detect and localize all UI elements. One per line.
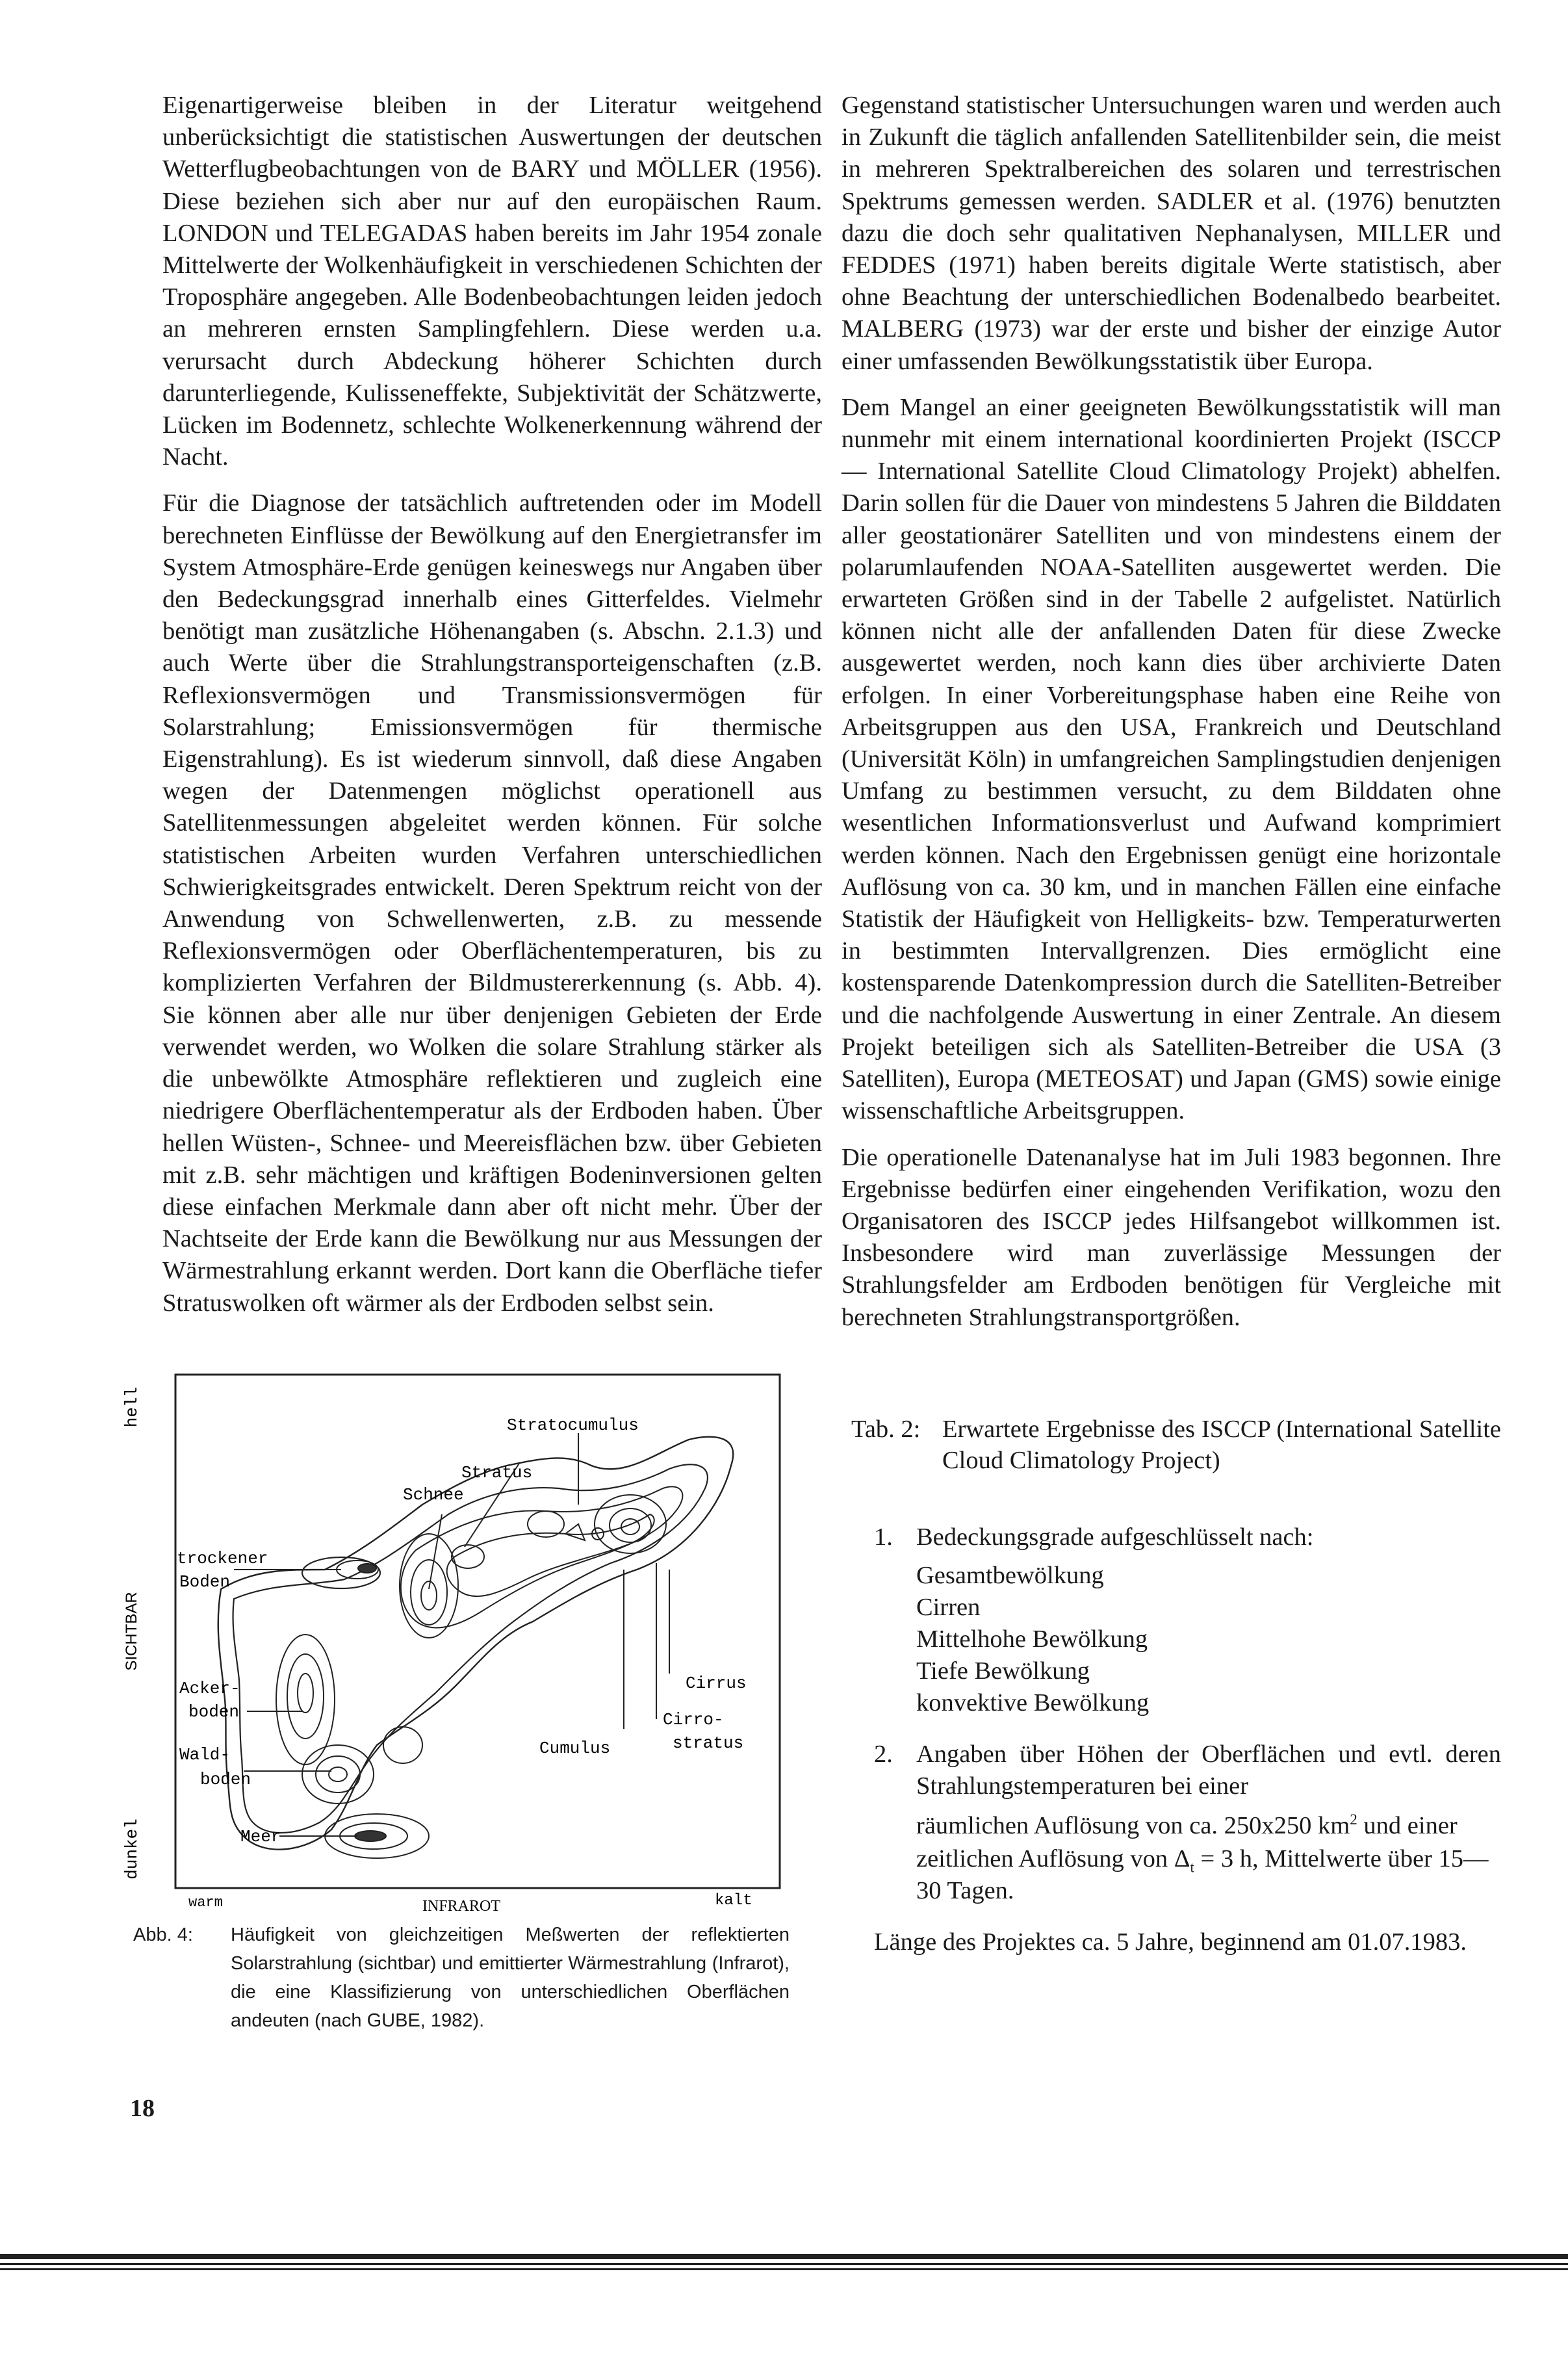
list-item-number: 2.	[874, 1741, 893, 1768]
table-caption	[851, 1414, 1501, 1476]
contour-line	[329, 1767, 347, 1781]
resolution-temporal	[916, 1843, 1501, 1907]
paragraph: Dem Mangel an einer geeigneten Bewölkungsstatistik will man nunmehr mit einem international koordinierten Projekt (ISCCP — International Satellite Cloud Climatology Projekt) abhelfen. Darin sollen für die Dauer von mindestens 5 Jahren die Bilddaten aller geostationärer Satelliten und von mindestens einem der polarumlaufenden NOAA-Satelliten ausgewertet werden. Die erwarteten Größen sind in der Tabelle 2 aufgelistet. Natürlich können nicht alle der anfallenden Daten für diese Zwecke ausgewertet werden, noch kann dies über archivierte Daten erfolgen. In einer Vorbereitungsphase haben eine Reihe von Arbeitsgruppen aus den USA, Frankreich und Deutschland (Universität Köln) in umfangreichen Samplingstudien denjenigen Umfang zu bestimmen versucht, zu dem Bilddaten ohne wesentlichen Informationsverlust und Aufwand komprimiert werden können. Nach den Ergebnissen genügt eine horizontale Auflösung von ca. 30 km, und in manchen Fällen eine einfache Statistik der Häufigkeit von Helligkeits- bzw. Temperaturwerten in bestimmten Intervallgrenzen. Dies ermöglicht eine kostensparende Datenkompression durch die Satelliten-Betreiber und die nachfolgende Auswertung in einer Zentrale. An diesem Projekt beteiligen sich als Satelliten-Betreiber die USA (3 Satelliten), Europa (METEOSAT) und Japan (GMS) sowie einige wissenschaftliche Arbeitsgruppen.	[842, 393, 1501, 1125]
label-cirrus: Cirrus	[686, 1674, 747, 1693]
page-number: 18	[130, 2095, 155, 2122]
contour-diagram	[117, 1355, 822, 1914]
plot-frame	[175, 1375, 780, 1888]
x-axis-left-label: warm	[188, 1895, 223, 1911]
list-subitem: Gesamtbewölkung	[916, 1562, 1104, 1589]
caption-text: Häufigkeit von gleichzeitigen Meßwerten der reflektierten Solarstrahlung (sichtbar) und emittierter Wärmestrahlung (Infrarot), die eine Klassifizierung von unterschiedlichen Oberflächen andeuten (nach GUBE, 1982).	[231, 1924, 790, 2031]
contour-line	[452, 1545, 484, 1568]
table-caption-label: Tab. 2:	[851, 1416, 921, 1443]
y-axis-bottom-label: dunkel	[122, 1819, 142, 1880]
label-sea: Meer	[240, 1827, 281, 1846]
label-dry-soil-2: Boden	[179, 1572, 231, 1592]
label-forest: Wald-	[179, 1745, 231, 1765]
label-forest-2: boden	[200, 1770, 251, 1789]
contour-line	[298, 1674, 313, 1713]
label-stratus: Stratus	[461, 1463, 533, 1482]
table-caption-text: Erwartete Ergebnisse des ISCCP (International Satellite Cloud Climatology Project)	[942, 1416, 1501, 1474]
list-subitem: Tiefe Bewölkung	[916, 1657, 1090, 1685]
list-item	[874, 1739, 1501, 1907]
contour-line	[383, 1727, 422, 1763]
table-2	[851, 1414, 1501, 1958]
label-cumulus: Cumulus	[539, 1739, 611, 1758]
contour-line	[401, 1486, 683, 1627]
table-footer: Länge des Projektes ca. 5 Jahre, beginnend am 01.07.1983.	[874, 1928, 1467, 1956]
contour-line	[565, 1524, 585, 1540]
list-item-number: 1.	[874, 1523, 893, 1551]
label-cirrostratus: stratus	[673, 1733, 744, 1753]
paragraph: Die operationelle Datenanalyse hat im Juli 1983 begonnen. Ihre Ergebnisse bedürfen einer eingehenden Verifikation, wozu den Organisatoren des ISCCP jedes Hilfsangebot willkommen ist. Insbesondere wird man zuverlässige Messungen der Strahlungsfelder am Erdboden benötigen für Vergleiche mit berechneten Strahlungstransportgrößen.	[842, 1143, 1501, 1331]
list-subitem: Cirren	[916, 1594, 981, 1621]
contour-line	[233, 1464, 708, 1833]
x-axis-label: INFRAROT	[422, 1898, 501, 1914]
bottom-rule	[0, 2254, 1568, 2259]
figure-4	[117, 1355, 822, 2369]
paragraph: Für die Diagnose der tatsächlich auftretenden oder im Modell berechneten Einflüsse der Bewölkung auf den Energietransfer im System Atmosphäre-Erde genügen keineswegs nur Angaben über den Bedeckungsgrad innerhalb eines Gitterfeldes. Vielmehr benötigt man zusätzliche Höhenangaben (s. Abschn. 2.1.3) und auch Werte über die Strahlungstransporteigenschaften (z.B. Reflexionsvermögen und Transmissionsvermögen für Solarstrahlung; Emissionsvermögen für thermische Eigenstrahlung). Es ist wiederum sinnvoll, daß diese Angaben wegen der Datenmengen möglichst operationell aus Satellitenmessungen abgeleitet werden können. Für solche statistischen Arbeiten wurden Verfahren unterschiedlichen Schwierigkeitsgrades entwickelt. Deren Spektrum reicht von der Anwendung von Schwellenwerten, z.B. zu messende Reflexionsvermögen oder Oberflächentemperaturen, bis zu komplizierten Verfahren der Bildmustererkennung (s. Abb. 4). Sie können aber alle nur über denjenigen Gebieten der Erde verwendet werden, wo Wolken die solare Strahlung stärker als die unbewölkte Atmosphäre reflektieren und zugleich eine niedrigere Oberflächentemperatur als der Erdboden haben. Über hellen Wüsten-, Schnee- und Meereisflächen bzw. über Gebieten mit z.B. sehr mächtigen und kräftigen Bodeninversionen gelten diese einfachen Merkmale dann aber oft nicht mehr. Über der Nachtseite der Erde kann die Bewölkung nur aus Messungen der Wärmestrahlung erkannt werden. Dort kann die Oberfläche tiefer Stratuswolken oft wärmer als der Erdboden selbst sein.	[162, 489, 822, 1317]
caption-label: Abb. 4:	[133, 1924, 193, 1945]
contour-line	[411, 1560, 447, 1625]
table-list	[851, 1521, 1501, 1907]
subscript: t	[1190, 1858, 1194, 1876]
list-item-head: Angaben über Höhen der Oberflächen und evtl. deren Strahlungstemperaturen bei einer	[916, 1741, 1501, 1800]
list-item	[874, 1521, 1501, 1719]
contour-line	[355, 1831, 386, 1841]
contour-line	[610, 1508, 651, 1542]
paragraph: Eigenartigerweise bleiben in der Literatur weitgehend unberücksichtigt die statistischen Auswertungen der deutschen Wetterflugbeobachtungen von de BARY und MÖLLER (1956). Diese beziehen sich aber nur auf den europäischen Raum. LONDON und TELEGADAS haben bereits im Jahr 1954 zonale Mittelwerte der Wolkenhäufigkeit in verschiedenen Schichten der Troposphäre angegeben. Alle Bodenbeobachtungen leiden jedoch an mehreren ernsten Samplingfehlern. Diese werden u.a. verursacht durch Abdeckung höherer Schichten durch darunterliegende, Kulisseneffekte, Subjektivität der Schätzwerte, Lücken im Bodennetz, schlechte Wolkenerkennung während der Nacht.	[162, 92, 822, 471]
right-column	[842, 90, 1501, 1348]
superscript: 2	[1350, 1811, 1357, 1828]
x-axis-right-label: kalt	[715, 1892, 752, 1909]
label-field-2: boden	[188, 1702, 240, 1722]
label-dry-soil: trockener	[177, 1549, 268, 1568]
contour-line	[302, 1745, 374, 1804]
label-snow: Schnee	[403, 1485, 464, 1505]
label-stratocumulus: Stratocumulus	[507, 1416, 639, 1435]
resolution-temporal-text: zeitlichen Auflösung von Δ	[916, 1845, 1190, 1872]
resolution-temporal-text-2: = 3 h, Mittelwerte über 15—30 Tagen.	[916, 1845, 1489, 1904]
leader-line	[429, 1514, 442, 1589]
y-axis-top-label: hell	[122, 1386, 142, 1428]
bottom-rule-thin	[0, 2263, 1568, 2265]
contour-line	[316, 1756, 360, 1793]
label-cirro: Cirro-	[663, 1710, 724, 1729]
contour-line	[287, 1654, 324, 1739]
left-column	[162, 90, 822, 1334]
resolution-spatial-text: räumlichen Auflösung von ca. 250x250 km	[916, 1812, 1350, 1839]
label-field: Acker-	[179, 1679, 240, 1698]
y-axis-label: SICHTBAR	[123, 1592, 140, 1671]
bottom-rule-thin	[0, 2268, 1568, 2270]
paragraph: Gegenstand statistischer Untersuchungen waren und werden auch in Zukunft die täglich anfallenden Satellitenbilder sein, die meist in mehreren Spektralbereichen des solaren und terrestrischen Spektrums gemessen werden. SADLER et al. (1976) benutzten dazu die doch sehr qualitativen Nephanalysen, MILLER und FEDDES (1971) haben bereits digitale Werte statistisch, aber ohne Beachtung der unterschiedlichen Bodenalbedo bearbeitet. MALBERG (1973) war der erste und bisher der einzige Autor einer umfassenden Bewölkungsstatistik über Europa.	[842, 92, 1501, 375]
contour-line	[358, 1564, 376, 1573]
list-subitem: Mittelhohe Bewölkung	[916, 1625, 1148, 1653]
resolution-spatial	[916, 1810, 1501, 1842]
list-item-head: Bedeckungsgrade aufgeschlüsselt nach:	[916, 1523, 1314, 1551]
resolution-spatial-text-2: und einer	[1357, 1812, 1458, 1839]
list-subitem: konvektive Bewölkung	[916, 1689, 1150, 1716]
